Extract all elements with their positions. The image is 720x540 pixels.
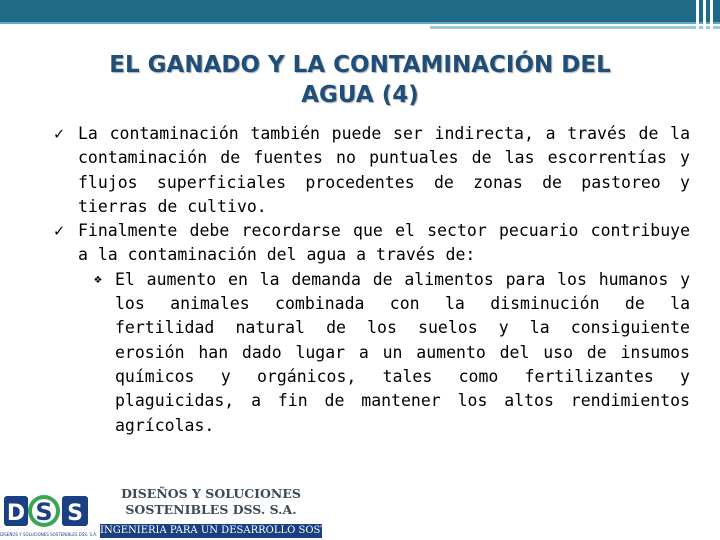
company-logo bbox=[0, 490, 100, 540]
company-name-line1: DISEÑOS Y SOLUCIONES bbox=[121, 486, 301, 501]
dss-logo-icon bbox=[0, 490, 100, 530]
logo-letter-d: D bbox=[6, 501, 26, 526]
slide-body bbox=[22, 122, 690, 438]
company-tagline: INGENIERIA PARA UN DESARROLLO SOSTENIBLE bbox=[100, 525, 369, 536]
sub-bullet-item bbox=[22, 268, 690, 438]
sub-bullet-text: El aumento en la demanda de alimentos para los humanos y los animales combinada con la disminución de la fertilidad natural de los suelos y la consiguiente erosión han dado lugar a un aumento del uso de insumos químicos y orgánicos, tales como fertilizantes y plaguicidas, a fin de mantener los altos rendimientos agrícolas. bbox=[115, 269, 690, 435]
company-banner bbox=[100, 486, 369, 540]
bullet-item bbox=[22, 122, 690, 219]
header-bar bbox=[0, 0, 720, 22]
slide-title-line1: EL GANADO Y LA CONTAMINACIÓN DEL bbox=[109, 52, 611, 78]
bullet-text: La contaminación también puede ser indirecta, a través de la contaminación de fuentes no puntuales de las escorrentías y flujos superficiales procedentes de zonas de pastoreo y tierras de cultivo. bbox=[78, 124, 690, 216]
header-rule bbox=[0, 22, 720, 24]
diamond-bullet-icon: ❖ bbox=[94, 271, 102, 287]
bullet-text: Finalmente debe recordarse que el sector pecuario contribuye a la contaminación del agua a través de: bbox=[78, 221, 690, 265]
logo-letter-s2: S bbox=[67, 501, 83, 526]
checkmark-icon: ✓ bbox=[54, 221, 64, 241]
logo-letter-s1: S bbox=[35, 498, 53, 526]
checkmark-icon: ✓ bbox=[54, 124, 64, 143]
bullet-item bbox=[22, 219, 690, 268]
header-stripes bbox=[692, 0, 720, 40]
header-accent-rule bbox=[430, 26, 720, 29]
company-name bbox=[100, 486, 322, 518]
slide-title-line2: AGUA (4) bbox=[301, 82, 419, 108]
logo-caption: DISEÑOS Y SOLUCIONES SOSTENIBLES DSS. S.A. bbox=[0, 532, 98, 537]
slide-title bbox=[40, 50, 680, 110]
company-name-line2: SOSTENIBLES DSS. S.A. bbox=[125, 502, 297, 517]
